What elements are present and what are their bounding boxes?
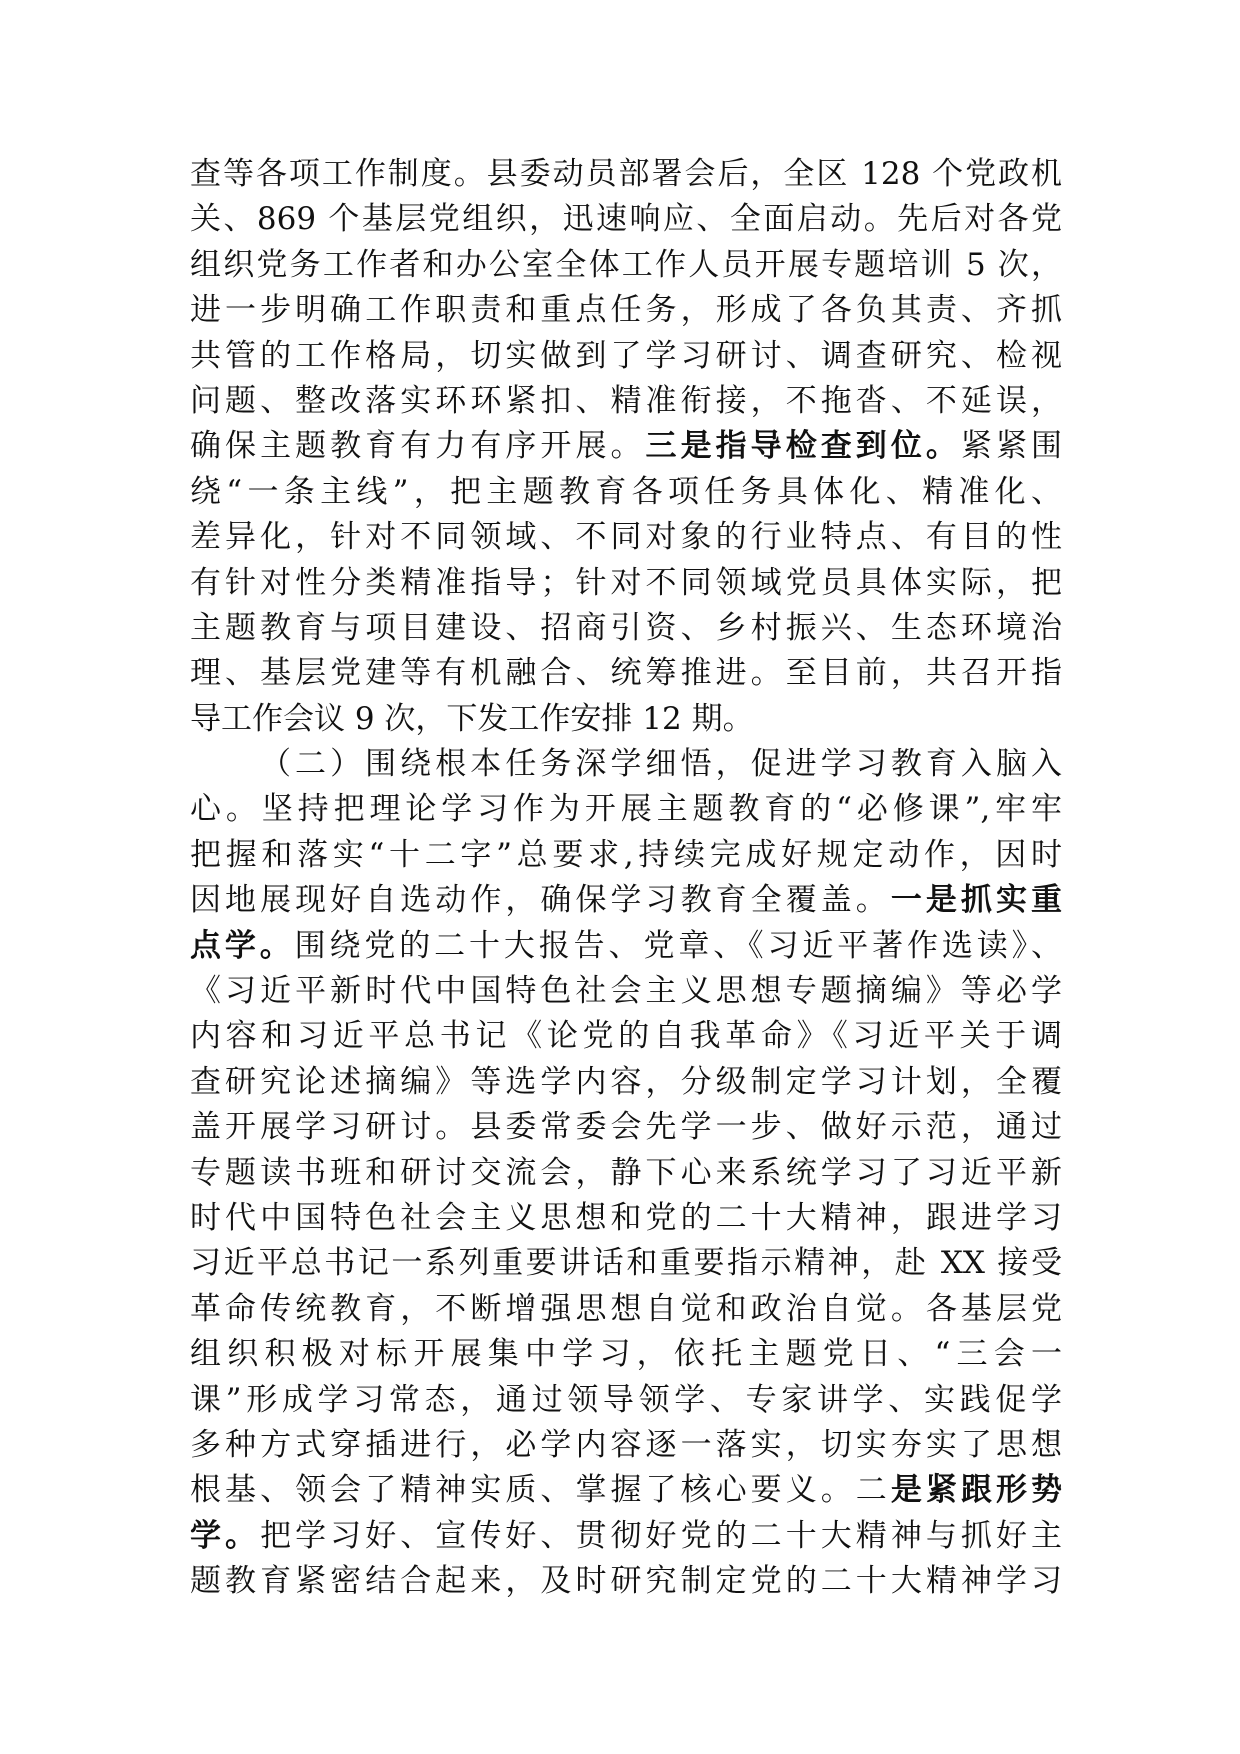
text-line: 组织党务工作者和办公室全体工作人员开展专题培训 5 次，	[190, 246, 1062, 283]
bold-heading: 是紧跟形势	[890, 1472, 1063, 1509]
text-line: 有针对性分类精准指导；针对不同领域党员具体实际，把	[190, 564, 1062, 601]
text-line: 关、869 个基层党组织，迅速响应、全面启动。先后对各党	[190, 201, 1062, 238]
text-line: 时代中国特色社会主义思想和党的二十大精神，跟进学习	[190, 1199, 1062, 1236]
text-line: 确保主题教育有力有序开展。三是指导检查到位。紧紧围	[190, 428, 1063, 465]
bold-heading: 点学。	[190, 927, 295, 964]
text-line: 革命传统教育，不断增强思想自觉和政治自觉。各基层党	[190, 1290, 1062, 1327]
text-line: 导工作会议 9 次，下发工作安排 12 期。	[190, 700, 754, 737]
text-line: 课”形成学习常态，通过领导领学、专家讲学、实践促学	[190, 1381, 1062, 1418]
text-line: 根基、领会了精神实质、掌握了核心要义。二是紧跟形势	[190, 1472, 1063, 1509]
document-page	[190, 152, 1062, 1605]
text-line: 内容和习近平总书记《论党的自我革命》《习近平关于调	[190, 1018, 1062, 1055]
text-line: 差异化，针对不同领域、不同对象的行业特点、有目的性	[190, 519, 1062, 556]
text-line: 习近平总书记一系列重要讲话和重要指示精神，赴 XX 接受	[190, 1245, 1062, 1282]
text-line: 绕“一条主线”，把主题教育各项任务具体化、精准化、	[190, 473, 1062, 510]
section-heading-line: （二）围绕根本任务深学细悟，促进学习教育入脑入	[260, 746, 1062, 783]
text-line: 题教育紧密结合起来，及时研究制定党的二十大精神学习	[190, 1563, 1062, 1600]
text-line: 主题教育与项目建设、招商引资、乡村振兴、生态环境治	[190, 609, 1062, 646]
text-line: 理、基层党建等有机融合、统筹推进。至目前，共召开指	[190, 655, 1062, 692]
text-line: 把握和落实“十二字”总要求,持续完成好规定动作，因时	[190, 836, 1062, 873]
text-line: 问题、整改落实环环紧扣、精准衔接，不拖沓、不延误，	[190, 382, 1062, 419]
text-line: 专题读书班和研讨交流会，静下心来系统学习了习近平新	[190, 1154, 1062, 1191]
bold-heading: 学。	[190, 1517, 261, 1554]
text-line: 因地展现好自选动作，确保学习教育全覆盖。一是抓实重	[190, 882, 1063, 919]
bold-heading: 三是指导检查到位。	[645, 428, 961, 465]
text-line: 查等各项工作制度。县委动员部署会后，全区 128 个党政机	[190, 156, 1062, 192]
text-line: 组织积极对标开展集中学习，依托主题党日、“三会一	[190, 1336, 1062, 1373]
text-line: 学。把学习好、宣传好、贯彻好党的二十大精神与抓好主	[190, 1517, 1063, 1554]
text-line: 进一步明确工作职责和重点任务，形成了各负其责、齐抓	[190, 292, 1062, 329]
text-line: 查研究论述摘编》等选学内容，分级制定学习计划，全覆	[190, 1063, 1062, 1100]
text-line: 心。坚持把理论学习作为开展主题教育的“必修课”,牢牢	[190, 791, 1062, 828]
text-line: 《习近平新时代中国特色社会主义思想专题摘编》等必学	[190, 973, 1062, 1010]
text-line: 点学。围绕党的二十大报告、党章、《习近平著作选读》、	[190, 927, 1062, 964]
text-line: 多种方式穿插进行，必学内容逐一落实，切实夯实了思想	[190, 1426, 1062, 1463]
bold-heading: 一是抓实重	[890, 882, 1063, 919]
text-line: 共管的工作格局，切实做到了学习研讨、调查研究、检视	[190, 337, 1062, 374]
text-line: 盖开展学习研讨。县委常委会先学一步、做好示范，通过	[190, 1109, 1062, 1146]
